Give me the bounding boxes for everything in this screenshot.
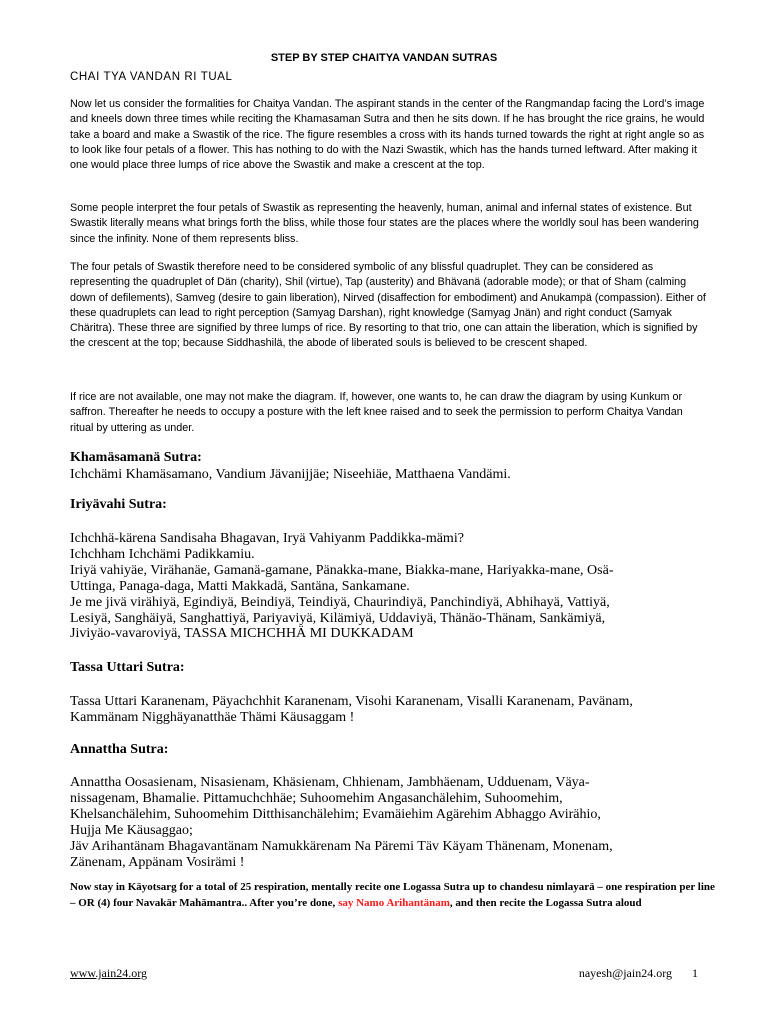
sutra-line: Iriyä vahiyäe, Virähanäe, Gamanä-gamane, Pänakka-mane, Biakka-mane, Hariyakka-mane, Osä-	[70, 562, 614, 578]
section-subtitle: CHAI TYA VANDAN RI TUAL	[70, 71, 233, 83]
sutra-heading-annattha: Annattha Sutra:	[70, 742, 169, 757]
sutra-line: Je me jivä virähiyä, Egindiyä, Beindiyä, Teindiyä, Chaurindiyä, Panchindiyä, Abhihayä, Vattiyä,	[70, 594, 610, 610]
sutra-line: Annattha Oosasienam, Nisasienam, Khäsienam, Chhienam, Jambhäenam, Udduenam, Väya-	[70, 775, 590, 790]
note-text-before: Now stay in Käyotsarg for a total of 25 respiration, mentally recite one Logassa Sutra up to chandesu nimlayarä – one respiration per line – OR (4) four Navakär Mahämantra.. After you’re done,	[70, 881, 715, 909]
sutra-line: Uttinga, Panaga-daga, Matti Makkadä, Santäna, Sankamane.	[70, 578, 410, 594]
sutra-line: Hujja Me Käusaggao;	[70, 822, 193, 838]
note-highlight-namo-arihantanam: say Namo Arihantänam	[338, 896, 450, 909]
sutra-line: Ichchämi Khamäsamano, Vandium Jävanijjäe; Niseehiäe, Matthaena Vandämi.	[70, 467, 511, 482]
sutra-text-tassa-uttari	[70, 694, 720, 726]
sutra-line: Kammänam Nigghäyanatthäe Thämi Käusaggam !	[70, 709, 355, 725]
sutra-heading-iriyavahi: Iriyävahi Sutra:	[70, 497, 167, 512]
intro-paragraph: Now let us consider the formalities for Chaitya Vandan. The aspirant stands in the center of the Rangmandap facing the Lord’s image and kneels down three times while reciting the Khamasaman Sutra and then he sits down. If he has brought the rice grains, he would take a board and make a Swastik of the rice. The figure resembles a cross with its hands turned towards the right at right angle so as to look like four petals of a flower. This has nothing to do with the Nazi Swastik, which has the hands turned leftward. After making it one would place three lumps of rice above the Swastik and make a crescent at the top.	[70, 98, 705, 172]
kayotsarg-instruction-note	[70, 880, 720, 911]
quadruplet-paragraph: The four petals of Swastik therefore need to be considered symbolic of any blissful quadruplet. They can be considered as representing the quadruplet of Dän (charity), Shil (virtue), Tap (austerity) and Bhävanä (adorable mode); or that of Sham (calming down of defilements), Samveg (desire to gain liberation), Nirved (disaffection for embodiment) and Anukampä (compassion). Either of these quadruplets can lead to right perception (Samyag Darshan), right knowledge (Samyag Jnän) and right conduct (Samyak Chäritra). These three are signified by three lumps of rice. By resorting to that trio, one can attain the liberation, which is signified by the crescent at the top; because Siddhashilä, the abode of liberated souls is believed to be crescent shaped.	[70, 261, 706, 350]
sutra-text-annattha	[70, 775, 720, 870]
sutra-text-khamasamana	[70, 467, 720, 483]
sutra-line: Ichchhä-kärena Sandisaha Bhagavan, Iryä Vahiyanm Paddikka-mämi?	[70, 531, 464, 546]
footer-right	[579, 966, 698, 981]
page-title: STEP BY STEP CHAITYA VANDAN SUTRAS	[270, 52, 498, 64]
footer-email: nayesh@jain24.org	[578, 966, 672, 980]
sutra-heading-khamasamana: Khamäsamanä Sutra:	[70, 450, 202, 465]
sutra-line: Jiviyäo-vavaroviyä, TASSA MICHCHHÄ MI DUKKADAM	[70, 626, 414, 642]
swastik-interpretation-paragraph: Some people interpret the four petals of Swastik as representing the heavenly, human, animal and infernal states of existence. But Swastik literally means what brings forth the bliss, while those four states are the places where the worldly soul has been wandering since the infinity. None of them represents bliss.	[70, 202, 699, 245]
sutra-text-iriyavahi	[70, 531, 720, 642]
page-number: 1	[692, 966, 698, 980]
sutra-line: nissagenam, Bhamalie. Pittamuchchhäe; Suhoomehim Angasanchälehim, Suhoomehim,	[70, 790, 563, 806]
footer-website-link[interactable]: www.jain24.org	[70, 966, 147, 980]
sutra-line: Tassa Uttari Karanenam, Päyachchhit Karanenam, Visohi Karanenam, Visalli Karanenam, Pavänam,	[70, 694, 633, 709]
sutra-line: Khelsanchälehim, Suhoomehim Ditthisanchälehim; Evamäiehim Agärehim Abhaggo Avirähio,	[70, 806, 601, 822]
rice-alternative-paragraph: If rice are not available, one may not make the diagram. If, however, one wants to, he can draw the diagram by using Kunkum or saffron. Thereafter he needs to occupy a posture with the left knee raised and to seek the permission to perform Chaitya Vandan ritual by uttering as under.	[70, 391, 683, 434]
note-text-after: , and then recite the Logassa Sutra aloud	[449, 896, 642, 909]
sutra-line: Zänenam, Appänam Vosirämi !	[70, 854, 245, 870]
sutra-line: Lesiyä, Sanghäiyä, Sanghattiyä, Pariyaviyä, Kilämiyä, Uddaviyä, Thänäo-Thänam, Sankämiyä,	[70, 610, 606, 626]
sutra-heading-tassa-uttari: Tassa Uttari Sutra:	[70, 660, 185, 675]
sutra-line: Jäv Arihantänam Bhagavantänam Namukkärenam Na Päremi Täv Käyam Thänenam, Monenam,	[70, 838, 613, 854]
sutra-line: Ichchham Ichchämi Padikkamiu.	[70, 546, 255, 562]
